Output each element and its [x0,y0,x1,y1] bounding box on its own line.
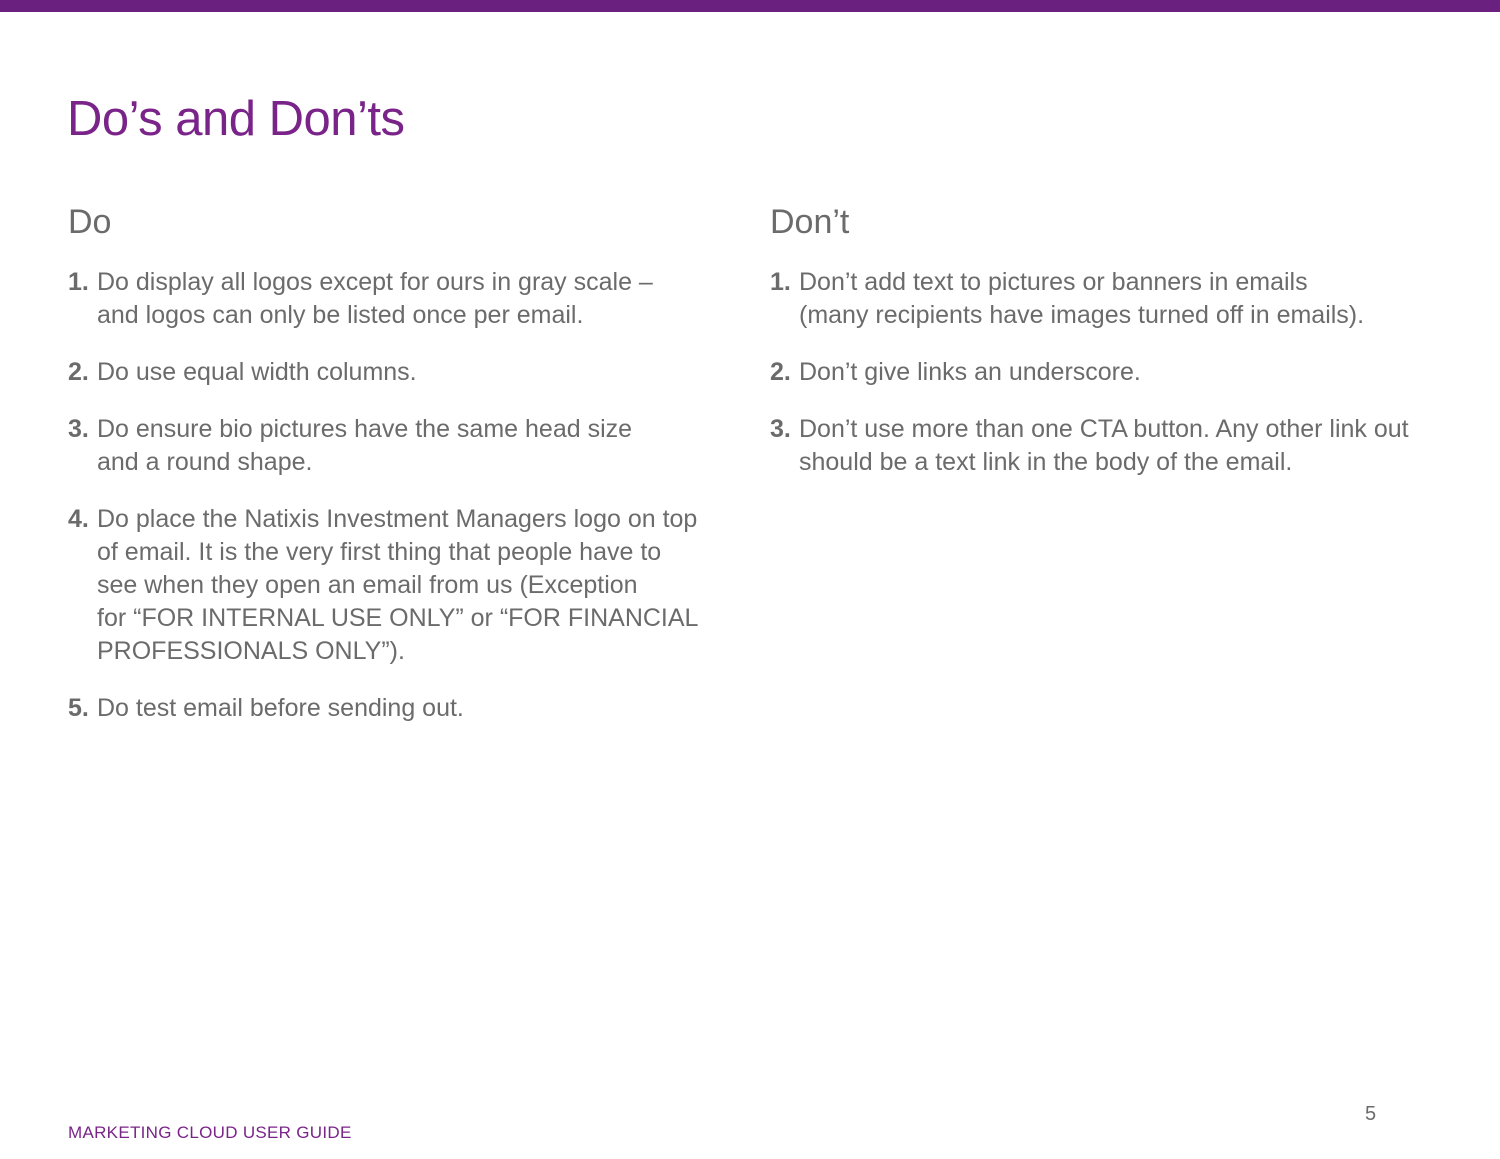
do-item [68,356,748,389]
dont-column [770,200,1460,503]
do-column [68,200,748,749]
item-text: Don’t add text to pictures or banners in emails (many recipients have images turned off in emails). [799,268,1365,329]
item-number: 1. [68,268,89,296]
item-number: 3. [770,415,791,443]
do-item [68,266,748,332]
item-number: 5. [68,694,89,722]
do-item [68,503,748,668]
item-number: 2. [68,358,89,386]
do-list [68,266,748,725]
item-text: Do place the Natixis Investment Managers logo on top of email. It is the very first thing that people have to see when they open an email from us (Exception for “FOR INTERNAL USE ONLY” or “FOR FINANCIAL PROFESSIONALS ONLY”). [97,505,699,665]
footer-label: MARKETING CLOUD USER GUIDE [68,1123,352,1142]
item-text: Do use equal width columns. [97,358,417,386]
dont-heading: Don’t [770,203,850,241]
top-accent-bar [0,0,1500,12]
page-number: 5 [1365,1103,1377,1125]
item-text: Do display all logos except for ours in gray scale – and logos can only be listed once per email. [97,268,653,329]
dont-item [770,413,1460,479]
item-number: 1. [770,268,791,296]
item-text: Don’t use more than one CTA button. Any other link out should be a text link in the body of the email. [799,415,1409,476]
item-text: Do test email before sending out. [97,694,464,722]
item-number: 3. [68,415,89,443]
item-number: 2. [770,358,791,386]
item-text: Don’t give links an underscore. [799,358,1141,386]
item-text: Do ensure bio pictures have the same head size and a round shape. [97,415,633,476]
do-item [68,413,748,479]
page-title: Do’s and Don’ts [67,92,405,146]
dont-list [770,266,1460,479]
dont-item [770,266,1460,332]
do-item [68,692,748,725]
item-number: 4. [68,505,89,533]
do-heading: Do [68,203,112,241]
dont-item [770,356,1460,389]
